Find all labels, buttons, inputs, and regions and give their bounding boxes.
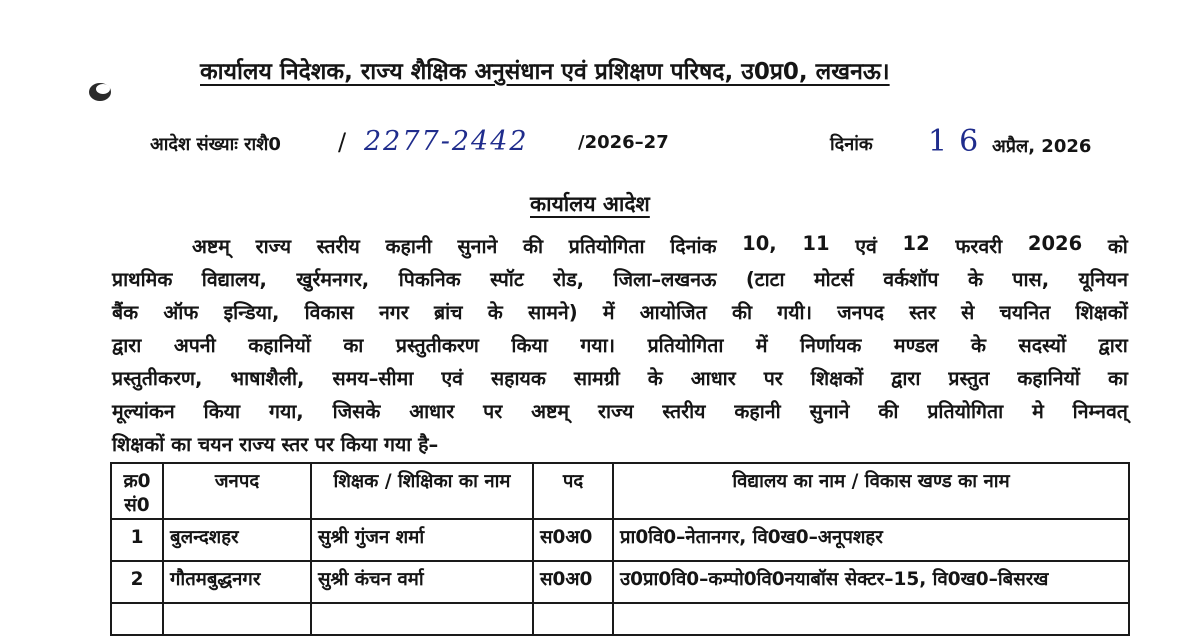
table-row-cut-off bbox=[111, 603, 1129, 635]
date-month-year: अप्रैल, 2026 bbox=[992, 136, 1092, 157]
header-district: जनपद bbox=[163, 463, 311, 519]
paragraph-word: से bbox=[961, 301, 975, 324]
paragraph-word: स्तर bbox=[909, 301, 936, 324]
paragraph-word: खुर्रमनगर, bbox=[296, 268, 370, 291]
cell-cut bbox=[533, 603, 613, 635]
paragraph-word: मे bbox=[1032, 400, 1044, 423]
order-year: /2026–27 bbox=[578, 132, 669, 153]
paragraph-word: 10, bbox=[742, 232, 777, 255]
paragraph-word: का bbox=[343, 334, 364, 357]
paragraph-word: द्वारा bbox=[891, 367, 921, 390]
paragraph-word: फरवरी bbox=[955, 235, 1003, 258]
cell-cut bbox=[311, 603, 533, 635]
paragraph-word: समय–सीमा bbox=[332, 367, 414, 390]
punch-hole-mark bbox=[86, 78, 114, 106]
paragraph-word: पर bbox=[483, 400, 503, 423]
paragraph-word: कहानियों bbox=[1017, 367, 1080, 390]
paragraph-word: स्तरीय bbox=[316, 235, 360, 258]
paragraph-word: के bbox=[967, 268, 983, 291]
paragraph-word: मूल्यांकन bbox=[112, 400, 175, 423]
paragraph-line bbox=[112, 298, 1128, 330]
cell-serial: 1 bbox=[111, 519, 163, 561]
paragraph-word: किया bbox=[511, 334, 548, 357]
paragraph-word: जिसके bbox=[332, 400, 381, 423]
paragraph-word: गयी। bbox=[777, 301, 812, 324]
paragraph-word: जिला–लखनऊ bbox=[613, 268, 717, 291]
paragraph-word: आयोजित bbox=[639, 301, 707, 324]
cell-school: प्रा0वि0–नेतानगर, वि0ख0–अनूपशहर bbox=[613, 519, 1129, 561]
paragraph-word: स्तरीय bbox=[662, 400, 706, 423]
paragraph-word: दिनांक bbox=[670, 235, 717, 258]
paragraph-word: नगर bbox=[378, 301, 409, 324]
paragraph-word: पास, bbox=[1012, 268, 1050, 291]
paragraph-word: एवं bbox=[855, 235, 877, 258]
table-row bbox=[111, 519, 1129, 561]
paragraph-word: के bbox=[647, 367, 663, 390]
paragraph-word: 12 bbox=[902, 232, 930, 255]
paragraph-word: सहायक bbox=[490, 367, 546, 390]
paragraph-word: की bbox=[731, 301, 752, 324]
paragraph-line bbox=[112, 232, 1128, 264]
header-serial-number: क्र0 सं0 bbox=[111, 463, 163, 519]
paragraph-word: पिकनिक bbox=[398, 268, 461, 291]
paragraph-word: 2026 bbox=[1027, 232, 1083, 255]
office-header-title: कार्यालय निदेशक, राज्य शैक्षिक अनुसंधान एवं प्रशिक्षण परिषद, उ0प्र0, लखनऊ। bbox=[200, 59, 890, 85]
header-post: पद bbox=[533, 463, 613, 519]
cell-cut bbox=[613, 603, 1129, 635]
paragraph-word: आधार bbox=[690, 367, 736, 390]
paragraph-word: शिक्षकों bbox=[810, 367, 864, 390]
paragraph-word: द्वारा bbox=[1098, 334, 1128, 357]
paragraph-word: प्रस्तुतीकरण bbox=[395, 334, 479, 357]
cell-cut bbox=[111, 603, 163, 635]
paragraph-word: को bbox=[1107, 235, 1128, 258]
paragraph-word: राज्य bbox=[255, 235, 292, 258]
paragraph-word: गया। bbox=[580, 334, 616, 357]
paragraph-line bbox=[112, 364, 1128, 396]
paragraph-word: भाषाशैली, bbox=[230, 367, 305, 390]
paragraph-word: सदस्यों bbox=[1018, 334, 1066, 357]
paragraph-word: की bbox=[523, 235, 544, 258]
paragraph-word: अष्टम् bbox=[531, 400, 570, 423]
paragraph-word: प्रतियोगिता bbox=[568, 235, 645, 258]
paragraph-word: मोटर्स bbox=[814, 268, 854, 291]
paragraph-word: कहानी bbox=[734, 400, 781, 423]
paragraph-word: रोड, bbox=[553, 268, 585, 291]
table-row bbox=[111, 561, 1129, 603]
paragraph-word: ऑफ bbox=[163, 301, 199, 324]
paragraph-word: का bbox=[1107, 367, 1128, 390]
order-number-line bbox=[150, 126, 1110, 166]
cell-post: स0अ0 bbox=[533, 561, 613, 603]
paragraph-word: प्रस्तुत bbox=[948, 367, 990, 390]
date-label: दिनांक bbox=[830, 134, 873, 155]
paragraph-word: स्पॉट bbox=[490, 268, 524, 291]
paragraph-word: किया bbox=[203, 400, 241, 423]
paragraph-word: यूनियन bbox=[1078, 268, 1128, 291]
paragraph-word: के bbox=[487, 301, 503, 324]
paragraph-word: शिक्षकों bbox=[1075, 301, 1128, 324]
table-header-row bbox=[111, 463, 1129, 519]
cell-teacher: सुश्री कंचन वर्मा bbox=[311, 561, 533, 603]
paragraph-word: के bbox=[971, 334, 986, 357]
paragraph-line bbox=[112, 331, 1128, 363]
paragraph-word: कहानी bbox=[385, 235, 432, 258]
paragraph-word: विकास bbox=[304, 301, 354, 324]
cell-post: स0अ0 bbox=[533, 519, 613, 561]
paragraph-word: पर bbox=[763, 367, 783, 390]
header-teacher-name: शिक्षक / शिक्षिका का नाम bbox=[311, 463, 533, 519]
paragraph-word: सामग्री bbox=[573, 367, 620, 390]
paragraph-word: (टाटा bbox=[745, 268, 785, 291]
paragraph-word: सामने) bbox=[528, 301, 578, 324]
paragraph-word: सुनाने bbox=[457, 235, 498, 258]
paragraph-word: प्रस्तुतीकरण, bbox=[112, 367, 203, 390]
paragraph-word: कहानियों bbox=[248, 334, 311, 357]
paragraph-word: अपनी bbox=[173, 334, 216, 357]
paragraph-word: गया, bbox=[268, 400, 304, 423]
paragraph-word: द्वारा bbox=[112, 334, 142, 357]
order-slash: / bbox=[338, 128, 347, 156]
paragraph-word: में bbox=[602, 301, 615, 324]
cell-district: बुलन्दशहर bbox=[163, 519, 311, 561]
header-school-block: विद्यालय का नाम / विकास खण्ड का नाम bbox=[613, 463, 1129, 519]
paragraph-word: प्रतियोगिता bbox=[647, 334, 724, 357]
paragraph-word: निर्णायक bbox=[800, 334, 862, 357]
paragraph-word: की bbox=[878, 400, 899, 423]
paragraph-word: इन्डिया, bbox=[223, 301, 280, 324]
paragraph-word: मण्डल bbox=[893, 334, 939, 357]
paragraph-line bbox=[112, 265, 1128, 297]
cell-serial: 2 bbox=[111, 561, 163, 603]
handwritten-order-number: 2277-2442 bbox=[364, 126, 529, 157]
order-number-label: आदेश संख्याः राशै0 bbox=[150, 134, 281, 155]
paragraph-word: अष्टम् bbox=[192, 235, 230, 258]
paragraph-word: आधार bbox=[409, 400, 455, 423]
cell-teacher: सुश्री गुंजन शर्मा bbox=[311, 519, 533, 561]
paragraph-word: जनपद bbox=[837, 301, 884, 324]
cell-cut bbox=[163, 603, 311, 635]
paragraph-word: एवं bbox=[441, 367, 463, 390]
paragraph-word: वर्कशॉप bbox=[883, 268, 939, 291]
paragraph-word: विद्यालय, bbox=[201, 268, 267, 291]
paragraph-line bbox=[112, 397, 1128, 429]
cell-district: गौतमबुद्धनगर bbox=[163, 561, 311, 603]
handwritten-date-day: 16 bbox=[928, 124, 991, 159]
cell-school: उ0प्रा0वि0–कम्पो0वि0नयाबॉस सेक्टर–15, वि0ख0–बिसरख bbox=[613, 561, 1129, 603]
paragraph-word: ब्रांच bbox=[433, 301, 463, 324]
office-order-heading: कार्यालय आदेश bbox=[530, 192, 650, 216]
paragraph-word: 11 bbox=[802, 232, 830, 255]
paragraph-word: प्राथमिक bbox=[112, 268, 173, 291]
paragraph-word: राज्य bbox=[597, 400, 634, 423]
paragraph-word: चयनित bbox=[999, 301, 1051, 324]
paragraph-word: प्रतियोगिता bbox=[927, 400, 1004, 423]
paragraph-word: में bbox=[755, 334, 768, 357]
selected-teachers-table bbox=[110, 462, 1130, 636]
paragraph-line: शिक्षकों का चयन राज्य स्तर पर किया गया है– bbox=[112, 433, 439, 456]
paragraph-word: सुनाने bbox=[809, 400, 850, 423]
paragraph-word: निम्नवत् bbox=[1072, 400, 1128, 423]
paragraph-word: बैंक bbox=[112, 301, 139, 324]
